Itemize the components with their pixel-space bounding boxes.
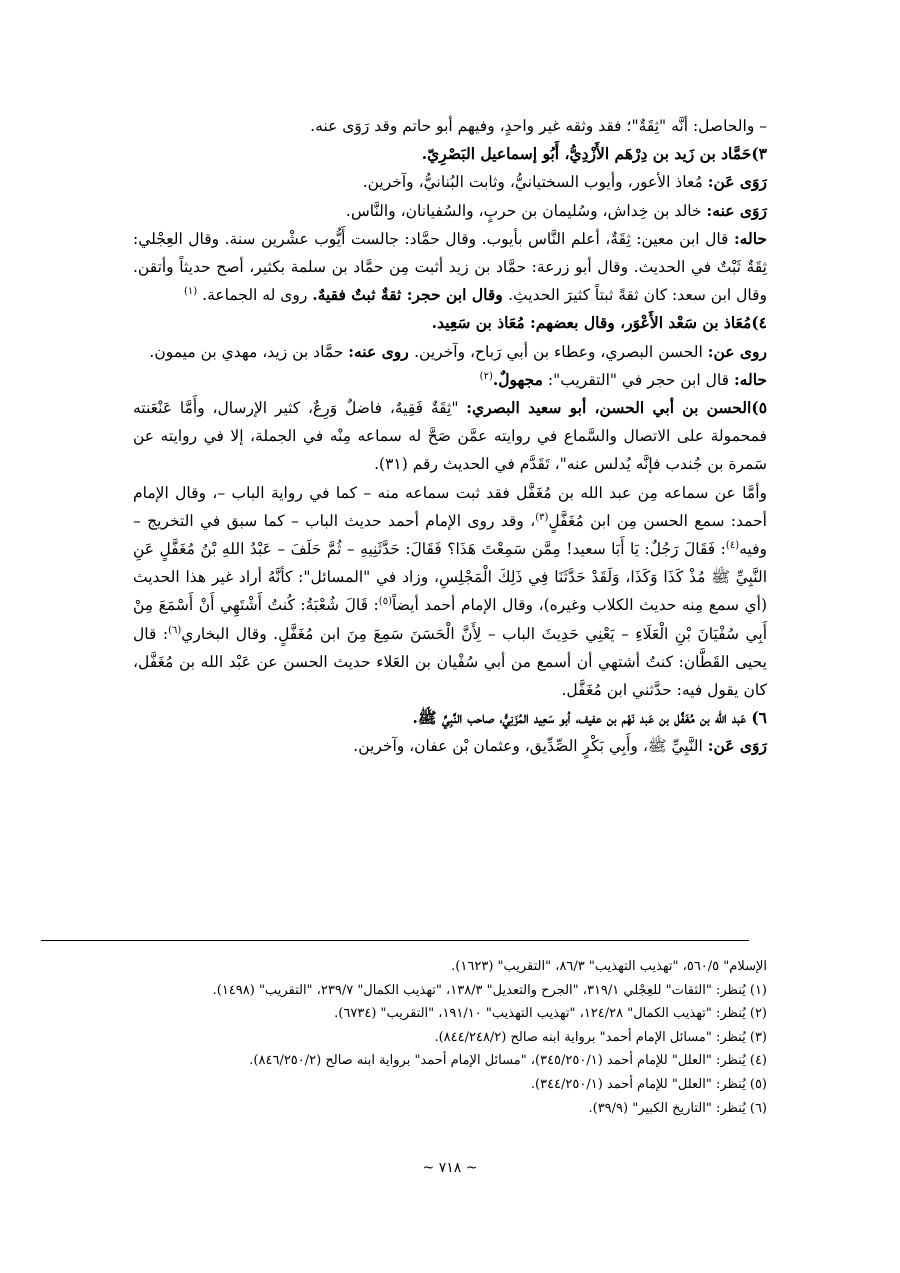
- narrated-4: [133, 338, 767, 366]
- footnote-5: (٥) يُنظر: "العلل" للإمام أحمد (٣٤٤/٢٥٠/١).: [530, 1076, 767, 1092]
- hearing-discussion: [133, 479, 767, 705]
- text: مُعاذ الأعور، وأيوب السختيانيُّ، وثابت البُنانيُّ، وآخرين.: [362, 173, 708, 192]
- label: روى عن:: [707, 341, 767, 361]
- footnote-2: (٢) يُنظر: "تهذيب الكمال" ١٢٤/٢٨، "تهذيب التهذيب" ١٩١/١٠، "التقريب" (٦٧٣٤).: [334, 1006, 767, 1022]
- narrator-heading-3: ٣)حَمَّاد بن زَيد بن دِرْهَم الأَزْدِيُّ، أَبُو إسماعيل البَصْرِيّ.: [421, 144, 767, 164]
- label: روى عنه:: [348, 341, 415, 361]
- label: حاله:: [733, 228, 767, 248]
- text: "ثِقَةٌ فَقِيهٌ، فاضلٌ وَرِعٌ، كثير الإرسال، وأَمَّا عَنْعَنته فمحمولة على الاتصال والسَّماع في روايته عمَّن صَحَّ له سماعه مِنْه في الجملة، إلا في روايته عن سَمرة بن جُندب فإنَّه يُدلس عنه"، تَقَدَّم في الحديث رقم (٣١).: [133, 399, 767, 474]
- narrator-heading-6: ٦) عَبد الله بن مُغَفَّل بن عَبد نَهْم بن عفيف، أبو سَعِيد المُزَنِيُّ، صاحب النَّبِيِّ ﷺ.: [412, 708, 767, 728]
- footnote-ref-5[interactable]: (٥): [378, 596, 392, 608]
- text: الحسن البصري، وعطاء بن أبي رَباح، وآخرين.: [414, 342, 708, 361]
- footnote-ref-4[interactable]: (٤): [725, 539, 740, 551]
- footnote-divider: [41, 940, 749, 941]
- footnote-continued: الإسلام" ٥٦٠/٥، "تهذيب التهذيب" ٨٦/٣، "التقريب" (١٦٢٣).: [451, 959, 767, 974]
- label: حاله:: [733, 369, 767, 389]
- conclusion-line: – والحاصل: أنَّه "ثِقَةٌ"؛ فقد وثقه غير واحدٍ، وفيهم أبو حاتم وقد رَوَى عنه.: [310, 117, 767, 135]
- footnote-6: (٦) يُنظر: "التاريخ الكبير" (٣٩/٩).: [588, 1100, 767, 1116]
- label: رَوَى عَن:: [707, 172, 767, 192]
- narrated-from-3: [133, 168, 767, 196]
- footnote-3: (٣) يُنظر: "مسائل الإمام أحمد" برواية ابنه صالح (٨٤٤/٢٤٨/٢).: [434, 1029, 767, 1045]
- label: رَوَى عنه:: [706, 200, 767, 220]
- ibn-hajar-verdict: وقال ابن حجر: ثقةٌ ثبتٌ فقيهٌ.: [312, 285, 509, 305]
- text: خالد بن خِداش، وسُليمان بن حربٍ، والسُفيانان، والنَّاس.: [345, 201, 707, 220]
- text: ، وقد روى الإمام أحمد حديث الباب – كما سبق في التخريج – وفيه: [133, 511, 767, 559]
- text: روى له الجماعة.: [202, 286, 313, 305]
- footnote-ref-3[interactable]: (٣): [535, 511, 549, 523]
- text: حمَّاد بن زيد، مهدي بن ميمون.: [149, 342, 349, 361]
- status-3: [133, 225, 767, 310]
- text: : قَالَ شُعْبَةُ: كُنتُ أَشْتَهِي أَنْ أَسْمَعَ مِنْ أَبِي سُفْيَانَ بْنِ الْعَلَاءِ – يَعْنِي حَدِيثَ الباب – لِأَنَّ الْحَسَنَ سَمِعَ مِنَ ابن مُغَفَّلٍ. وقال البخاري: [133, 596, 768, 643]
- verdict: مجهولٌ.: [492, 369, 543, 389]
- footnote-1: (١) يُنظر: "الثقات" للعِجْلي ٣١٩/١، "الجرح والتعديل" ١٣٨/٣، "تهذيب الكمال" ٢٣٩/٧، "التقريب" (١٤٩٨).: [212, 982, 767, 998]
- narrated-from-6: [133, 732, 767, 760]
- text: : فَقَالَ رَجُلٌ: يَا أَبَا سعيد! مِمَّن سَمِعْتَ هَذَا؟ فَقَالَ: حَدَّثَنِيهِ – ثُمَّ حَلَفَ – عَبْدُ اللهِ بْنُ مُغَفَّلٍ عَنِ النَّبِيِّ ﷺ مُذْ كَذَا وَكَذَا، وَلَقَدْ حَدَّثَنَا فِي ذَلِكَ الْمَجْلِسِ، وزاد في "المسائل": كأنَّهُ أراد غير هذا الحديث (أي سمع مِنه حديث الكلاب وغيره)، وقال الإمام أحمد أيضاً: [133, 540, 768, 615]
- footnote-4: (٤) يُنظر: "العلل" للإمام أحمد (٣٤٥/٢٥٠/١)، "مسائل الإمام أحمد" برواية ابنه صالح (٨٤٦/٢٥٠/٢).: [249, 1053, 767, 1069]
- footnote-ref-6[interactable]: (٦): [168, 624, 182, 636]
- footnotes: [133, 955, 767, 1120]
- status-4: [133, 366, 767, 394]
- text: : قال يحيى القَطَّان: كنتُ أشتهي أن أسمع من أبي سُفْيان بن العَلاء حديث الحسن عن عَبْد الله بن مُغَفَّل، كان يقول فيه: حدَّثني ابن مُغَفَّل.: [133, 624, 767, 700]
- footnote-ref-2[interactable]: (٢): [479, 370, 493, 382]
- text: قال ابن حجر في "التقريب":: [542, 370, 734, 389]
- narrated-by-3: [133, 197, 767, 225]
- page-number: ~ ٧١٨ ~: [422, 1160, 478, 1176]
- label: رَوَى عَن:: [707, 736, 767, 756]
- text: النَّبِيِّ ﷺ، وأَبِي بَكْرٍ الصِّدِّيق، وعثمان بْن عفان، وآخرين.: [353, 737, 708, 756]
- narrator-heading-4: ٤)مُعَاذ بن سَعْد الأَعْوَر، وقال بعضهم: مُعَاذ بن سَعِيد.: [431, 313, 767, 333]
- footnote-ref-1[interactable]: (١): [184, 286, 198, 298]
- text: وأمَّا عن سماعه مِن عبد الله بن مُغَفَّل فقد ثبت سماعه منه – كما في رواية الباب –، وقال الإمام أحمد: سمع الحسن مِن ابن مُغَفَّلٍ: [133, 483, 767, 530]
- narrator-heading-5: ٥)الحسن بن أبي الحسن، أبو سعيد البصري:: [466, 398, 768, 418]
- narrator-5: [133, 394, 767, 479]
- main-text: [133, 112, 767, 761]
- text: قال ابن معين: ثِقَةٌ، أعلم النَّاس بأيوب. وقال حمَّاد: جالست أَيُّوب عشْرين سنة. وقال العِجْلي: ثِقَةٌ ثَبْتٌ في الحديث. وقال أبو زرعة: حمَّاد بن زيد أثبت مِن حمَّاد بن سلمة بكثير، أصح حديثاً وأتقن. وقال ابن سعد: كان ثقةً ثبتاً كثيرَ الحديثِ.: [133, 229, 767, 305]
